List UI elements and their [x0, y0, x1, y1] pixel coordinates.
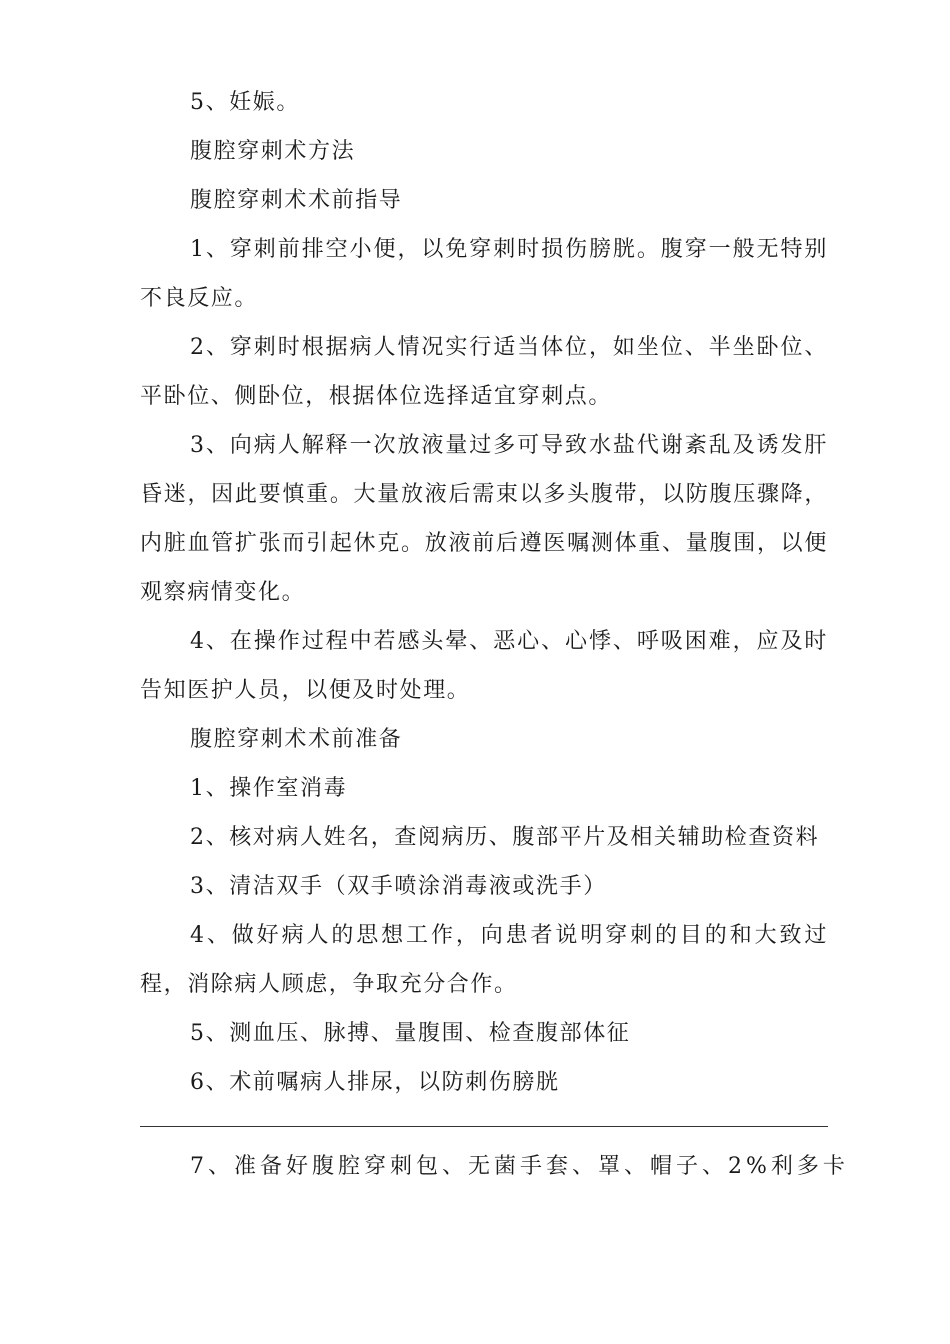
- paragraph-pregnancy: 5、妊娠。: [190, 90, 300, 115]
- heading-preop-guidance: 腹腔穿刺术术前指导: [190, 188, 403, 213]
- paragraph-guidance-4: 4、在操作过程中若感头晕、恶心、心悸、呼吸困难，应及时告知医护人员，以便及时处理。: [140, 629, 828, 703]
- paragraph-guidance-2: 2、穿刺时根据病人情况实行适当体位，如坐位、半坐卧位、平卧位、侧卧位，根据体位选择适宜穿刺点。: [140, 335, 828, 409]
- paragraph-preparation-2: 2、核对病人姓名，查阅病历、腹部平片及相关辅助检查资料: [190, 825, 820, 850]
- paragraph-preparation-3: 3、清洁双手（双手喷涂消毒液或洗手）: [190, 874, 607, 899]
- paragraph-preparation-7: 7、准备好腹腔穿刺包、无菌手套、罩、帽子、2%利多卡: [190, 1154, 849, 1179]
- paragraph-preparation-1: 1、操作室消毒: [190, 776, 348, 801]
- paragraph-preparation-5: 5、测血压、脉搏、量腹围、检查腹部体征: [190, 1021, 631, 1046]
- paragraph-guidance-1: 1、穿刺前排空小便，以免穿刺时损伤膀胱。腹穿一般无特别不良反应。: [140, 237, 828, 311]
- page-break-divider: [140, 1126, 828, 1127]
- paragraph-guidance-3: 3、向病人解释一次放液量过多可导致水盐代谢紊乱及诱发肝昏迷，因此要慎重。大量放液后需束以多头腹带，以防腹压骤降，内脏血管扩张而引起休克。放液前后遵医嘱测体重、量腹围，以便观察病情变化。: [140, 433, 828, 605]
- paragraph-preparation-6: 6、术前嘱病人排尿，以防刺伤膀胱: [190, 1070, 560, 1095]
- heading-preop-preparation: 腹腔穿刺术术前准备: [190, 727, 403, 752]
- paragraph-preparation-4: 4、做好病人的思想工作，向患者说明穿刺的目的和大致过程，消除病人顾虑，争取充分合作。: [140, 923, 828, 997]
- heading-method: 腹腔穿刺术方法: [190, 139, 356, 164]
- next-page-content: [140, 1142, 849, 1191]
- document-body: [140, 78, 828, 1107]
